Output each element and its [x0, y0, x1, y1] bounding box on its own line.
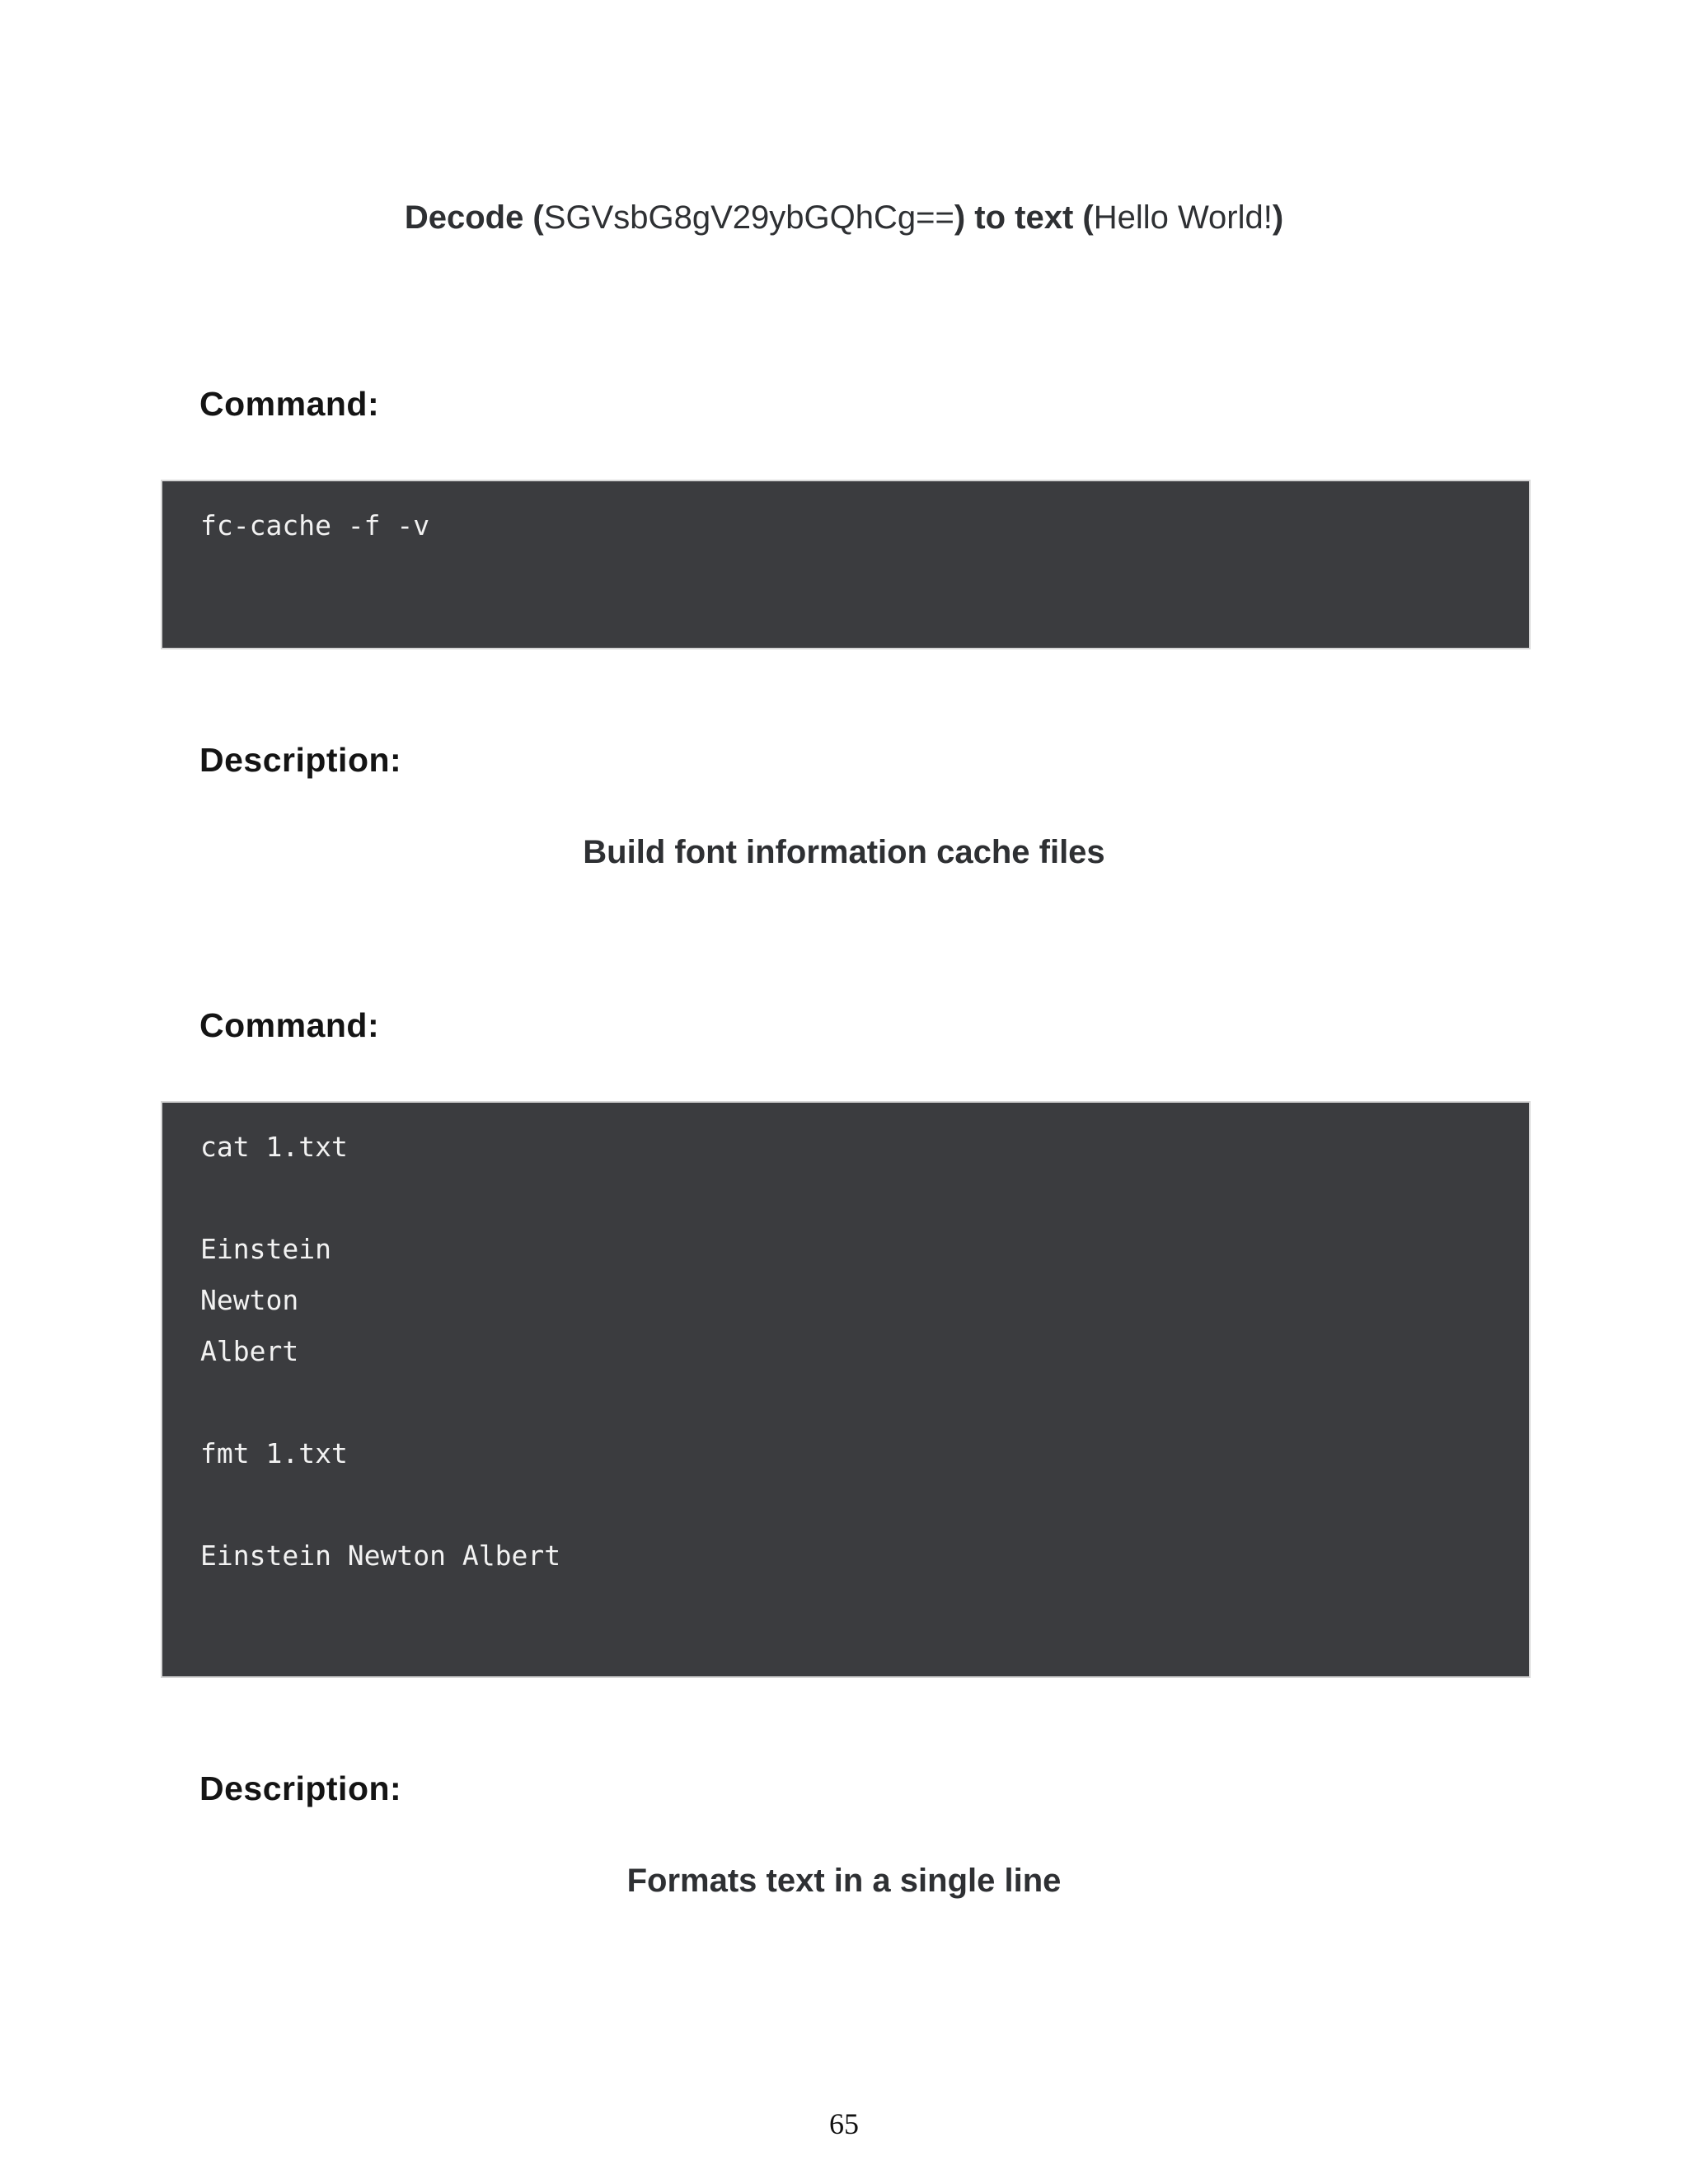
page-number: 65 — [829, 2107, 859, 2140]
description-label-2: Description: — [199, 1769, 402, 1807]
code-line-blank — [200, 1488, 1529, 1540]
code-line-blank — [200, 1386, 1529, 1437]
code-block-1[interactable] — [161, 480, 1531, 649]
code-line-blank — [200, 1182, 1529, 1233]
code-block-2[interactable] — [161, 1101, 1531, 1678]
to-text-label: ) to text ( — [954, 199, 1094, 236]
decode-example-line — [0, 198, 1688, 237]
close-paren: ) — [1272, 199, 1284, 236]
description-text-2: Formats text in a single line — [626, 1863, 1062, 1899]
command-label-1: Command: — [199, 385, 380, 423]
code-line: fc-cache -f -v — [200, 509, 430, 541]
decoded-value: Hello World! — [1093, 199, 1273, 236]
code-line: fmt 1.txt — [200, 1437, 348, 1469]
decode-label: Decode ( — [404, 199, 544, 236]
code-line: Einstein Newton Albert — [200, 1540, 561, 1572]
code-line: cat 1.txt — [200, 1131, 348, 1163]
code-line: Einstein — [200, 1233, 331, 1265]
command-label-2: Command: — [199, 1006, 380, 1044]
code-line: Newton — [200, 1284, 299, 1316]
code-line: Albert — [200, 1335, 299, 1367]
description-text-1: Build font information cache files — [583, 834, 1105, 870]
encoded-value: SGVsbG8gV29ybGQhCg== — [543, 199, 954, 236]
description-label-1: Description: — [199, 741, 402, 779]
